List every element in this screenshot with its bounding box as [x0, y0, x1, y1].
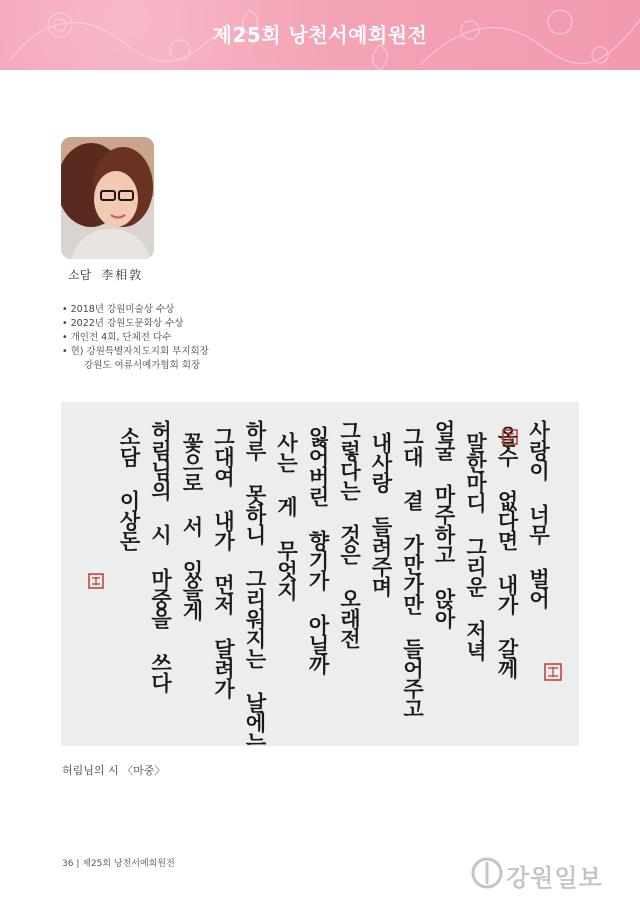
seal-mark	[548, 667, 558, 677]
calligraphy-canvas	[61, 402, 579, 746]
bio-item: • 현) 강원특별자치도지회 부지회장	[62, 345, 209, 359]
page-title: 제25회 낭천서예회원전	[212, 23, 428, 47]
artwork-caption: 허림님의 시 〈마중〉	[62, 764, 166, 777]
artist-caption	[68, 266, 143, 283]
artist-pen-name: 소담	[68, 268, 92, 282]
calligraphy-column: 잃어버린 향기가 아닐까	[306, 426, 331, 674]
calligraphy-column: 하루 못하니 그리워지는 날에는	[243, 420, 268, 746]
artist-photo	[61, 137, 154, 259]
seal-mark	[92, 577, 100, 585]
page-number: 36 | 제25회 낭천서예회원전	[62, 859, 175, 869]
calligraphy-column: 소담 이상돈	[117, 426, 142, 550]
calligraphy-column: 그렇다는 것은 오래전	[337, 420, 363, 648]
artist-name: 李相敦	[101, 268, 144, 282]
logo-icon	[470, 856, 504, 890]
calligraphy-column: 사는 게 무엇지	[274, 432, 300, 600]
calligraphy-artwork	[61, 402, 579, 746]
calligraphy-column: 그대여 내가 먼저 달려가	[211, 426, 237, 698]
calligraphy-column: 올수 없다면 내가 갈께	[495, 426, 520, 678]
artist-bio	[62, 303, 209, 373]
logo-text: 강원일보	[506, 864, 603, 892]
calligraphy-column: 그대 곁 가만가만 들어주고	[400, 426, 426, 718]
bio-item: • 2018년 강원미술상 수상	[62, 303, 209, 317]
calligraphy-column: 말한마디 그리운 저녁	[463, 432, 489, 660]
page-header	[0, 0, 640, 70]
calligraphy-column: 얼굴 마주하고 앉아	[432, 420, 457, 628]
calligraphy-column: 사랑이 너무 벌어	[526, 420, 552, 608]
calligraphy-column: 꽃으로 서 있을게	[180, 432, 205, 620]
newspaper-logo	[470, 856, 620, 890]
calligraphy-column: 내사랑 들려주며	[369, 432, 394, 596]
bio-item: • 2022년 강원도문화상 수상	[62, 317, 209, 331]
bio-item: 강원도 여류서예가협회 회장	[84, 360, 201, 371]
calligraphy-column: 허림님의 시 마중을 쓰다	[148, 420, 174, 692]
bio-item: • 개인전 4회, 단체전 다수	[62, 331, 209, 345]
